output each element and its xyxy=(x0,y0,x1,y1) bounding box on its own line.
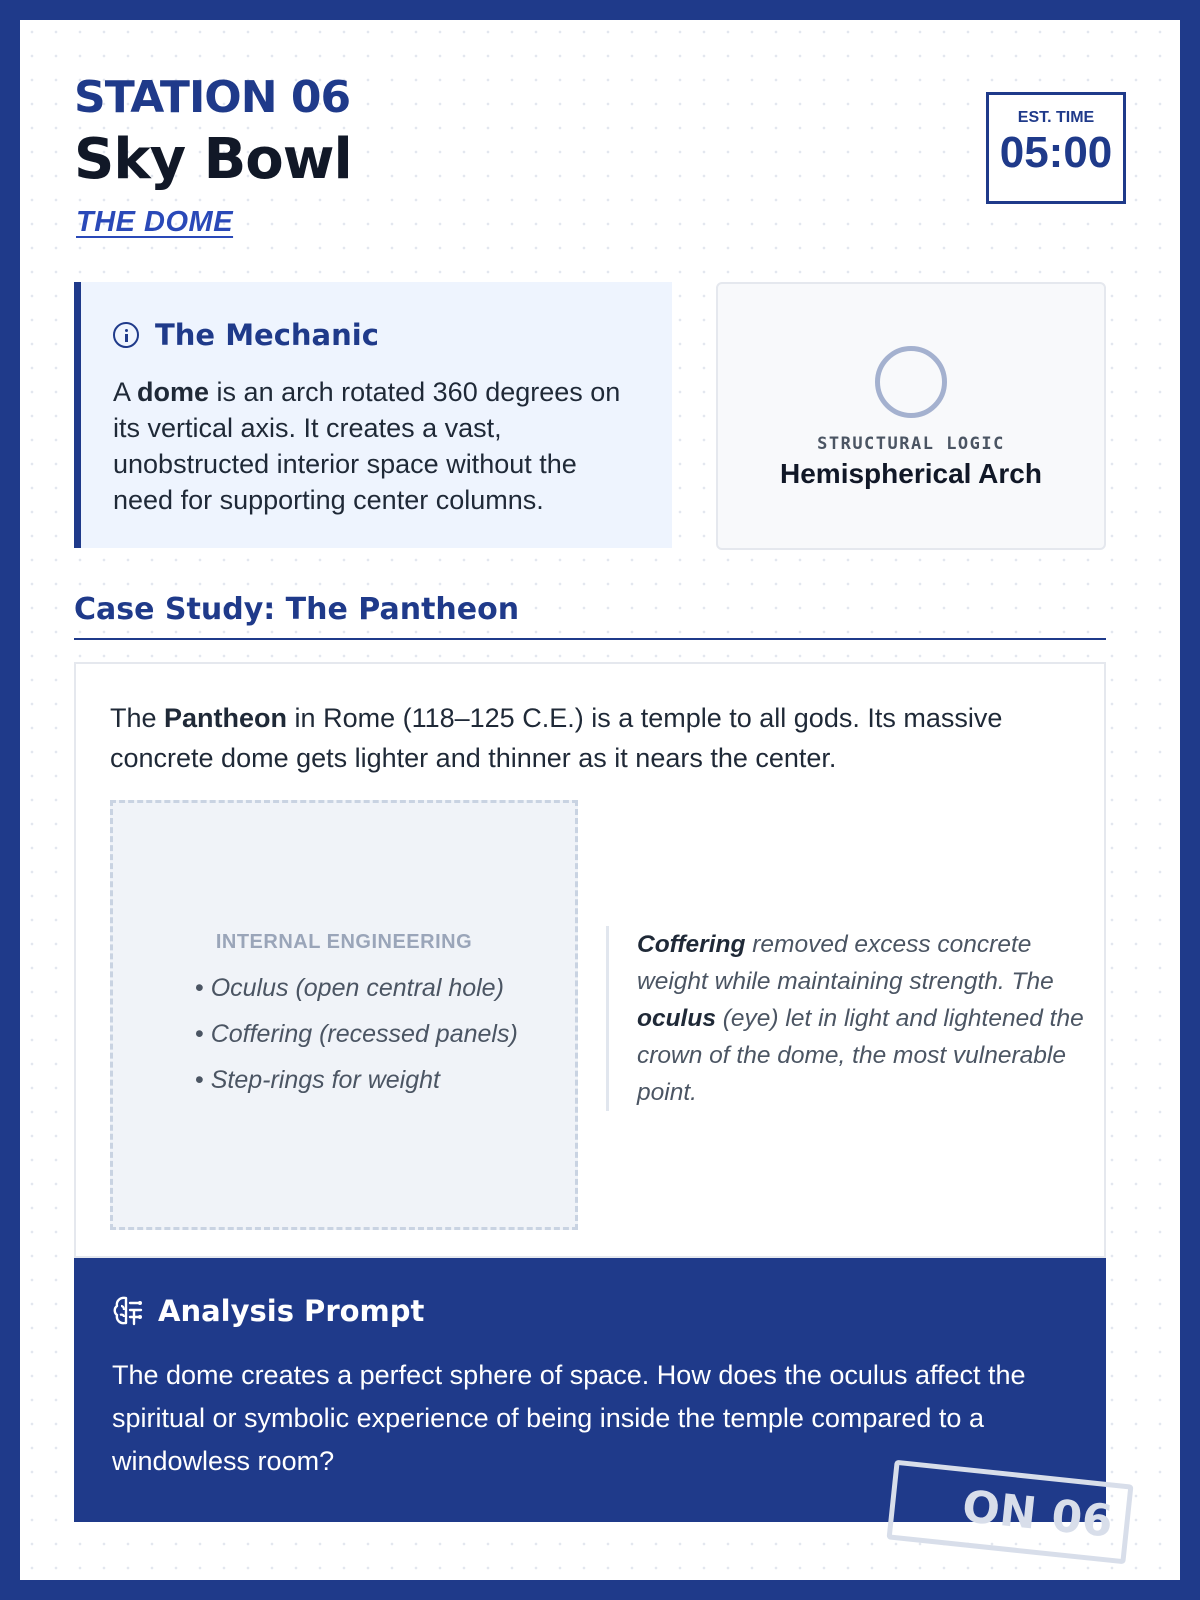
analysis-prompt-title: Analysis Prompt xyxy=(158,1294,425,1328)
station-number: STATION 06 xyxy=(74,72,351,123)
structural-logic-label: STRUCTURAL LOGIC xyxy=(817,434,1005,454)
case-study-box xyxy=(74,662,1106,1258)
case-keyword: Pantheon xyxy=(164,703,288,733)
engineering-placeholder xyxy=(110,800,578,1230)
placeholder-label: INTERNAL ENGINEERING xyxy=(215,931,473,953)
analysis-prompt-text: The dome creates a perfect sphere of space. How does the oculus affect the spiritual or symbolic experience of being inside the temple compared to a windowless room? xyxy=(112,1360,1026,1476)
est-time-value: 05:00 xyxy=(999,128,1113,177)
case-study-intro xyxy=(110,698,1070,778)
list-item: • Step-rings for weight xyxy=(195,1063,518,1109)
case-text-part: in Rome (118–125 C.E.) is a temple to all gods. Its massive concrete dome gets lighter and thinner as it nears the center. xyxy=(110,703,1003,773)
mechanic-text-part: is an arch rotated 360 degrees on its vertical axis. It creates a vast, unobstructed interior space without the need for supporting center columns. xyxy=(113,377,621,515)
engineering-list xyxy=(195,971,518,1109)
est-time-label: EST. TIME xyxy=(1017,109,1095,126)
quote-keyword: oculus xyxy=(637,1005,716,1032)
list-item: • Oculus (open central hole) xyxy=(195,971,518,1017)
analysis-prompt-header xyxy=(112,1294,424,1328)
station-card xyxy=(20,20,1180,1580)
page-title: Sky Bowl xyxy=(74,127,352,192)
est-time-box xyxy=(986,92,1126,204)
case-text-part: The xyxy=(110,703,165,733)
quote-text-part: removed excess concrete weight while maintaining strength. The xyxy=(637,931,1054,995)
brain-icon xyxy=(112,1294,144,1328)
circle-icon xyxy=(875,346,947,418)
structural-logic-value: Hemispherical Arch xyxy=(780,458,1042,489)
mechanic-title: The Mechanic xyxy=(155,318,379,352)
station-watermark: ON 06 xyxy=(886,1460,1133,1565)
mechanic-text xyxy=(113,374,633,518)
mechanic-header xyxy=(113,318,379,352)
case-study-heading: Case Study: The Pantheon xyxy=(74,592,520,627)
case-study-quote xyxy=(606,926,1107,1111)
mechanic-keyword: dome xyxy=(137,377,210,407)
mechanic-text-part: A xyxy=(113,377,138,407)
structural-logic-card xyxy=(716,282,1106,550)
mechanic-panel xyxy=(74,282,672,548)
quote-text-part: (eye) let in light and lightened the crown of the dome, the most vulnerable point. xyxy=(637,1005,1084,1106)
quote-keyword: Coffering xyxy=(637,931,746,958)
info-icon xyxy=(113,322,139,348)
divider xyxy=(74,638,1106,640)
list-item: • Coffering (recessed panels) xyxy=(195,1017,518,1063)
section-subtitle: THE DOME xyxy=(76,206,234,238)
